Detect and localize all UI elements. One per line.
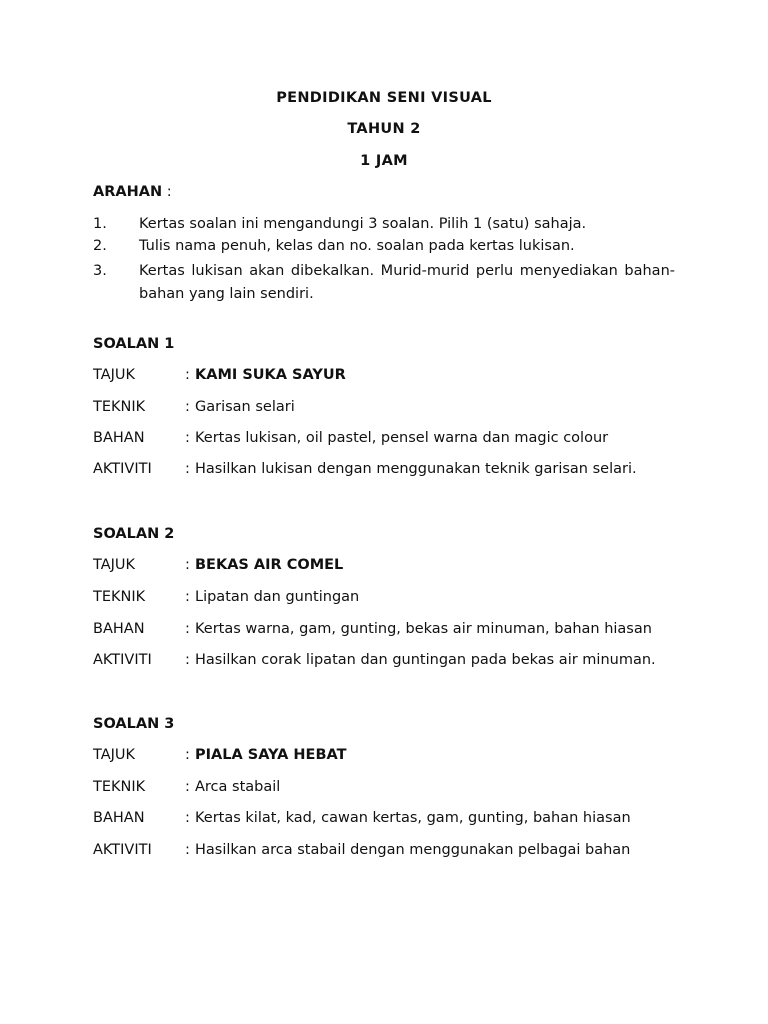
question-3-bahan-value: Kertas kilat, kad, cawan kertas, gam, gunting, bahan hiasan <box>195 810 631 826</box>
tajuk-label: TAJUK <box>93 557 136 573</box>
subject-title: PENDIDIKAN SENI VISUAL <box>276 90 492 106</box>
separator-colon: : <box>185 430 190 446</box>
question-1-title: SOALAN 1 <box>93 336 175 352</box>
instruction-number: 1. <box>93 216 107 232</box>
question-1-teknik-value: Garisan selari <box>195 399 295 415</box>
bahan-label: BAHAN <box>93 810 145 826</box>
separator-colon: : <box>185 842 190 858</box>
separator-colon: : <box>185 589 190 605</box>
separator-colon: : <box>185 399 190 415</box>
question-3-aktiviti-value: Hasilkan arca stabail dengan menggunakan pelbagai bahan <box>195 842 631 858</box>
teknik-label: TEKNIK <box>93 589 146 605</box>
instructions-heading <box>93 184 172 200</box>
instruction-text: Kertas soalan ini mengandungi 3 soalan. Pilih 1 (satu) sahaja. <box>139 216 587 232</box>
question-1-aktiviti-value: Hasilkan lukisan dengan menggunakan teknik garisan selari. <box>195 461 637 477</box>
aktiviti-label: AKTIVITI <box>93 461 152 477</box>
question-2-bahan-value: Kertas warna, gam, gunting, bekas air minuman, bahan hiasan <box>195 621 652 637</box>
instruction-item-1 <box>93 216 675 232</box>
instructions-label: ARAHAN <box>93 184 163 200</box>
bahan-label: BAHAN <box>93 430 145 446</box>
tajuk-label: TAJUK <box>93 367 136 383</box>
question-2-aktiviti-value: Hasilkan corak lipatan dan guntingan pada bekas air minuman. <box>195 652 656 668</box>
separator-colon: : <box>185 652 190 668</box>
separator-colon: : <box>185 810 190 826</box>
question-3-title: SOALAN 3 <box>93 716 175 732</box>
instruction-text: Tulis nama penuh, kelas dan no. soalan pada kertas lukisan. <box>139 238 575 254</box>
separator-colon: : <box>185 461 190 477</box>
question-2-title: SOALAN 2 <box>93 526 175 542</box>
aktiviti-label: AKTIVITI <box>93 842 152 858</box>
question-3-teknik-value: Arca stabail <box>195 779 281 795</box>
instruction-number: 3. <box>93 263 107 279</box>
question-3-tajuk-value: PIALA SAYA HEBAT <box>195 747 347 763</box>
tajuk-label: TAJUK <box>93 747 136 763</box>
instruction-item-2 <box>93 238 675 254</box>
separator-colon: : <box>185 747 190 763</box>
question-1-bahan-value: Kertas lukisan, oil pastel, pensel warna dan magic colour <box>195 430 609 446</box>
instruction-number: 2. <box>93 238 107 254</box>
separator-colon: : <box>185 557 190 573</box>
question-2-teknik-value: Lipatan dan guntingan <box>195 589 360 605</box>
separator-colon: : <box>185 779 190 795</box>
separator-colon: : <box>185 367 190 383</box>
duration-title: 1 JAM <box>360 153 408 169</box>
teknik-label: TEKNIK <box>93 779 146 795</box>
separator-colon: : <box>185 621 190 637</box>
instruction-item-3 <box>93 260 675 306</box>
question-1-tajuk-value: KAMI SUKA SAYUR <box>195 367 346 383</box>
question-2-tajuk-value: BEKAS AIR COMEL <box>195 557 344 573</box>
instruction-text: Kertas lukisan akan dibekalkan. Murid-murid perlu menyediakan bahan-bahan yang lain sendiri. <box>139 263 675 302</box>
bahan-label: BAHAN <box>93 621 145 637</box>
instructions-colon: : <box>166 184 172 200</box>
teknik-label: TEKNIK <box>93 399 146 415</box>
aktiviti-label: AKTIVITI <box>93 652 152 668</box>
year-title: TAHUN 2 <box>347 121 421 137</box>
